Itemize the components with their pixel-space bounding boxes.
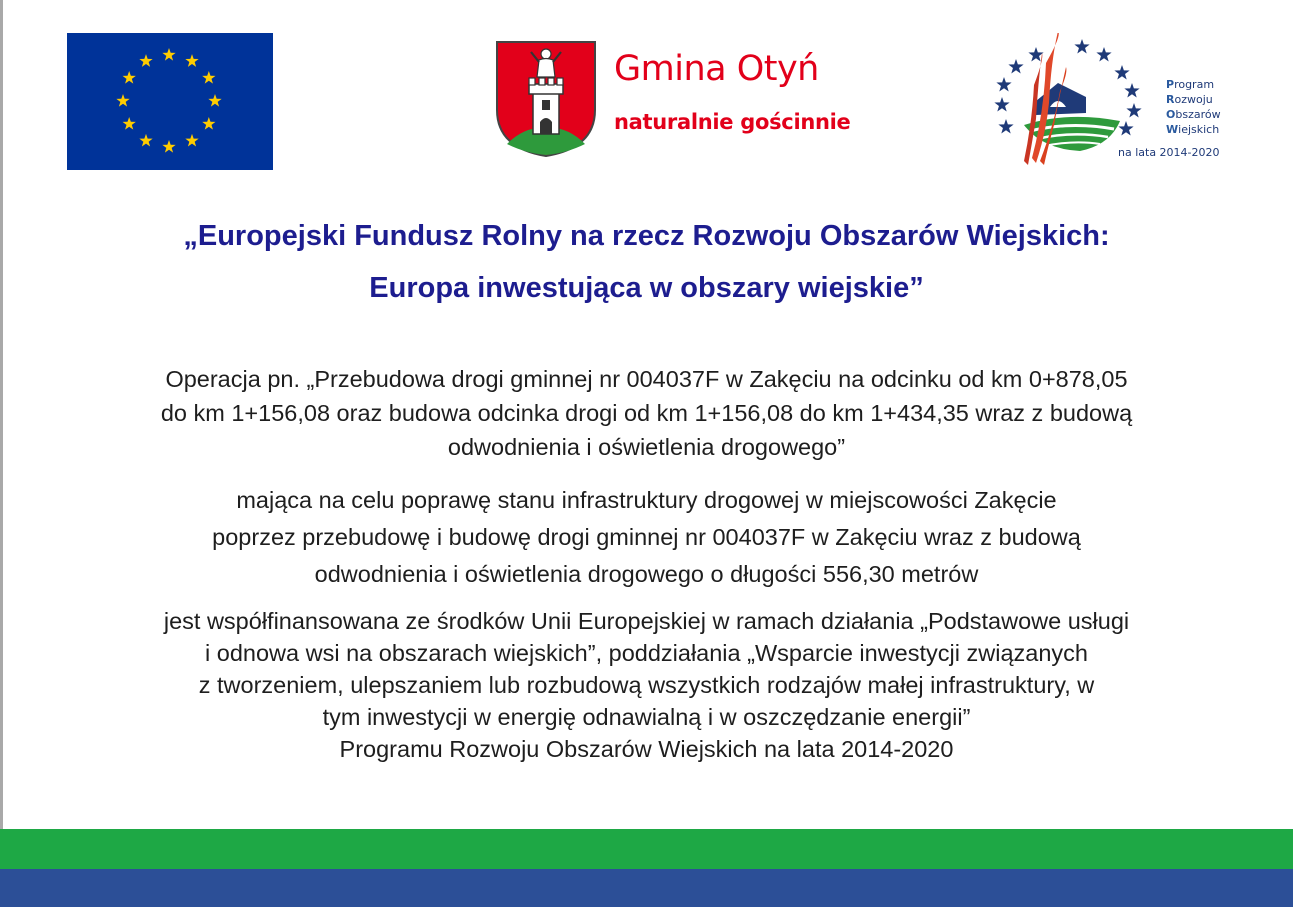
prow-star-icon [1074, 39, 1089, 53]
prow-star-icon [1114, 65, 1129, 79]
program-name [1166, 77, 1221, 137]
program-years: na lata 2014-2020 [1118, 146, 1220, 159]
text-line: Programu Rozwoju Obszarów Wiejskich na lata 2014-2020 [339, 736, 954, 762]
text-line: Operacja pn. „Przebudowa drogi gminnej nr 004037F w Zakęciu na odcinku od km 0+878,05 [165, 366, 1128, 392]
program-name-line: Rozwoju [1166, 93, 1213, 106]
eu-star-icon [202, 117, 215, 130]
eu-star-icon [116, 94, 129, 107]
eu-flag-logo [67, 33, 273, 170]
eu-star-icon [208, 94, 221, 107]
prow-star-icon [1096, 47, 1111, 61]
headline-line-1: „Europejski Fundusz Rolny na rzecz Rozwoju Obszarów Wiejskich: [183, 220, 1110, 252]
eu-star-icon [123, 71, 136, 84]
text-line: i odnowa wsi na obszarach wiejskich”, poddziałania „Wsparcie inwestycji związanych [205, 640, 1088, 666]
footer-blue-bar [0, 869, 1293, 907]
eu-star-icon [162, 48, 175, 61]
program-name-line: Wiejskich [1166, 123, 1220, 136]
program-name-line: Program [1166, 78, 1215, 91]
eu-star-icon [185, 54, 198, 67]
otyn-coat-of-arms-icon [495, 40, 597, 158]
municipality-motto: naturalnie gościnnie [614, 110, 851, 134]
text-line: jest współfinansowana ze środków Unii Europejskiej w ramach działania „Podstawowe usługi [163, 608, 1130, 634]
headline-line-2: Europa inwestująca w obszary wiejskie” [369, 272, 924, 304]
funding-statement [0, 605, 1293, 765]
text-line: do km 1+156,08 oraz budowa odcinka drogi od km 1+156,08 do km 1+434,35 wraz z budową [160, 400, 1133, 426]
text-line: odwodnienia i oświetlenia drogowego” [447, 434, 846, 460]
footer-green-bar [0, 829, 1293, 869]
text-line: odwodnienia i oświetlenia drogowego o długości 556,30 metrów [314, 561, 979, 587]
text-line: z tworzeniem, ulepszaniem lub rozbudową wszystkich rodzajów małej infrastruktury, w [198, 672, 1095, 698]
program-name-line: Obszarów [1166, 108, 1221, 121]
text-line: tym inwestycji w energię odnawialną i w oszczędzanie energii” [322, 704, 971, 730]
operation-purpose [0, 482, 1293, 593]
prow-star-icon [994, 97, 1009, 111]
prow-star-icon [998, 119, 1013, 133]
eu-star-icon [162, 140, 175, 153]
text-line: mająca na celu poprawę stanu infrastruktury drogowej w miejscowości Zakęcie [236, 487, 1057, 513]
eu-star-icon [123, 117, 136, 130]
municipality-name: Gmina Otyń [614, 49, 819, 89]
eu-star-icon [185, 134, 198, 147]
eu-star-icon [139, 54, 152, 67]
prow-star-icon [996, 77, 1011, 91]
eu-star-icon [139, 134, 152, 147]
prow-star-icon [1124, 83, 1139, 97]
prow-star-icon [1118, 121, 1133, 135]
operation-description [0, 362, 1293, 464]
eu-stars-circle [67, 33, 273, 170]
prow-star-icon [1008, 59, 1023, 73]
prow-star-icon [1126, 103, 1141, 117]
eu-star-icon [202, 71, 215, 84]
text-line: poprzez przebudowę i budowę drogi gminnej nr 004037F w Zakęciu wraz z budową [212, 524, 1081, 550]
